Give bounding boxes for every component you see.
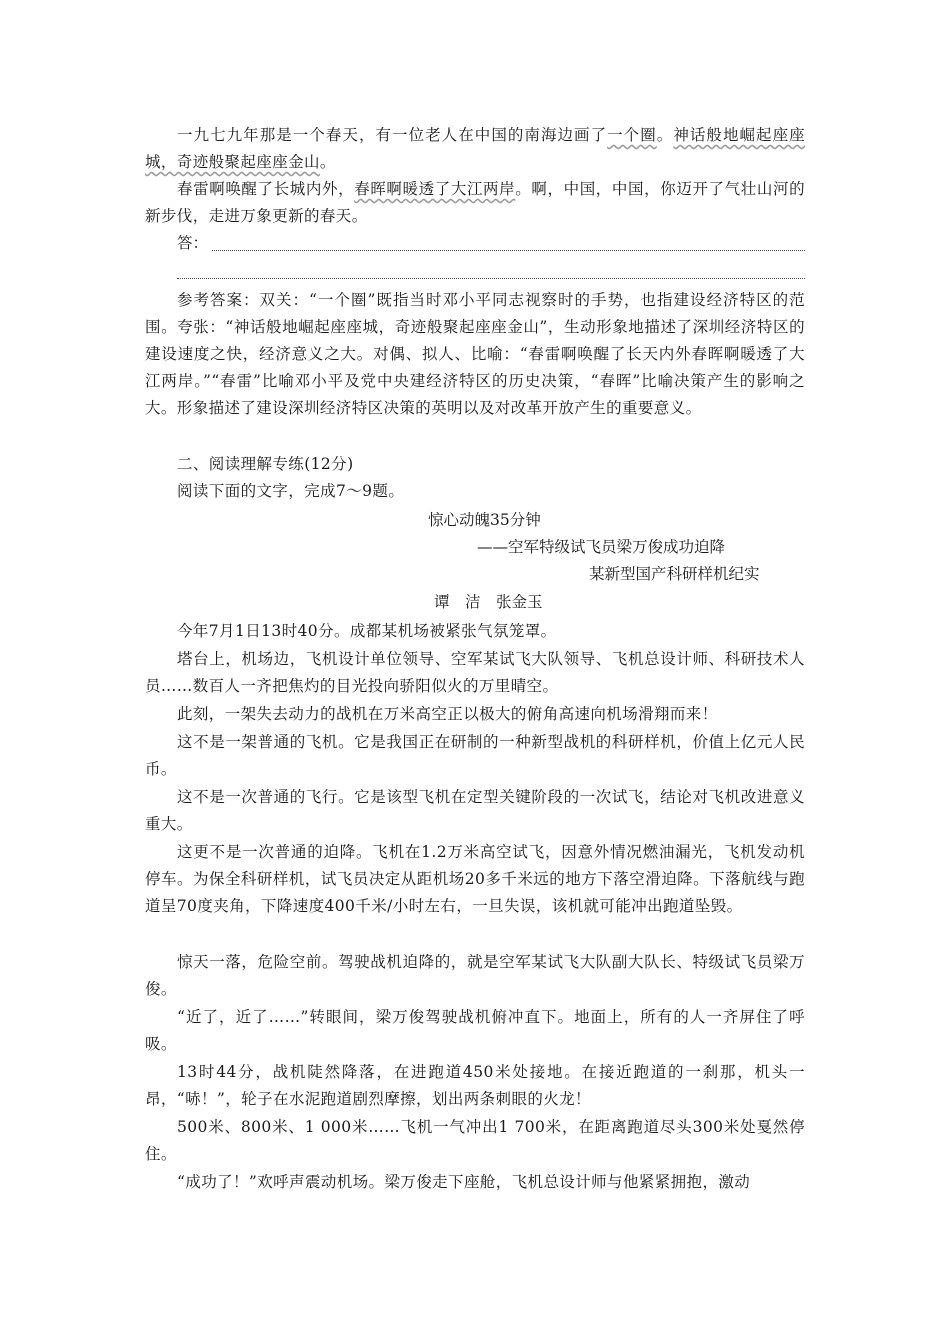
article-paragraph: 塔台上，机场边，飞机设计单位领导、空军某试飞大队领导、飞机总设计师、科研技术人员……数百人一齐把焦灼的目光投向骄阳似火的万里晴空。 [145,650,805,695]
poem-paragraph-2 [145,176,805,230]
article-paragraph: 这不是一次普通的飞行。它是该型飞机在定型关键阶段的一次试飞，结论对飞机改进意义重大。 [145,788,805,833]
article-paragraph: “近了，近了……”转眼间，梁万俊驾驶战机俯冲直下。地面上，所有的人一齐屏住了呼吸。 [145,1008,805,1053]
poem-text: 。啊，中国，中国，你迈开了气壮山河的新步伐，走进万象更新的春天。 [145,180,805,225]
marked-phrase: 一个圈 [607,126,657,144]
article-paragraph: 惊天一落，危险空前。驾驶战机迫降的，就是空军某试飞大队副大队长、特级试飞员梁万俊。 [145,953,805,998]
poem-paragraph-1 [145,122,805,176]
article-paragraph: 今年7月1日13时40分。成都某机场被紧张气氛笼罩。 [177,622,557,640]
answer-line[interactable] [177,278,805,279]
marked-phrase: 春晖啊暖透了大江两岸 [354,180,516,198]
article-paragraph: 这更不是一次普通的迫降。飞机在1.2万米高空试飞，因意外情况燃油漏光，飞机发动机停车。为保全科研样机，试飞员决定从距机场20多千米远的地方下落空滑迫降。下落航线与跑道呈70度夹角，下降速度400千米/小时左右，一旦失误，该机就可能冲出跑道坠毁。 [145,843,805,915]
article-title: 惊心动魄35分钟 [428,511,541,529]
article-authors: 谭 洁 张金玉 [434,593,543,611]
answer-line[interactable] [212,250,805,251]
section-title: 二、阅读理解专练(12分) [177,455,354,473]
article-subtitle-1: ——空军特级试飞员梁万俊成功迫降 [477,538,726,556]
poem-text: 。 [656,126,674,144]
poem-text: 。 [319,153,336,171]
poem-text: 一九七九年那是一个春天，有一位老人在中国的南海边画了 [177,126,608,144]
marked-phrase: 神话般地崛起座座城，奇迹般聚起座座金山 [145,126,806,171]
article-subtitle-2: 某新型国产科研样机纪实 [589,565,760,583]
article-paragraph: 13时44分，战机陡然降落，在进跑道450米处接地。在接近跑道的一刹那，机头一昂，“哧！”，轮子在水泥跑道剧烈摩擦，划出两条刺眼的火龙！ [145,1063,805,1108]
instruction: 阅读下面的文字，完成7～9题。 [177,482,405,500]
poem-text: 春雷啊唤醒了长城内外， [177,180,355,198]
reference-answer: 参考答案：双关：“一个圈”既指当时邓小平同志视察时的手势，也指建设经济特区的范围。夸张：“神话般地崛起座座城，奇迹般聚起座座金山”，生动形象地描述了深圳经济特区的建设速度之快，经济意义之大。对偶、拟人、比喻：“春雷啊唤醒了长天内外春晖啊暖透了大江两岸。”“春雷”比喻邓小平及党中央建经济特区的历史决策，“春晖”比喻决策产生的影响之大。形象描述了建设深圳经济特区决策的英明以及对改革开放产生的重要意义。 [145,291,805,417]
article-paragraph: 500米、800米、1 000米……飞机一气冲出1 700米，在距离跑道尽头300米处戛然停住。 [145,1118,805,1163]
article-paragraph: “成功了！”欢呼声震动机场。梁万俊走下座舱，飞机总设计师与他紧紧拥抱，激动 [177,1173,751,1191]
article-paragraph: 此刻，一架失去动力的战机在万米高空正以极大的俯角高速向机场滑翔而来！ [177,705,718,723]
answer-label: 答： [177,234,209,252]
article-paragraph: 这不是一架普通的飞机。它是我国正在研制的一种新型战机的科研样机，价值上亿元人民币。 [145,733,805,778]
